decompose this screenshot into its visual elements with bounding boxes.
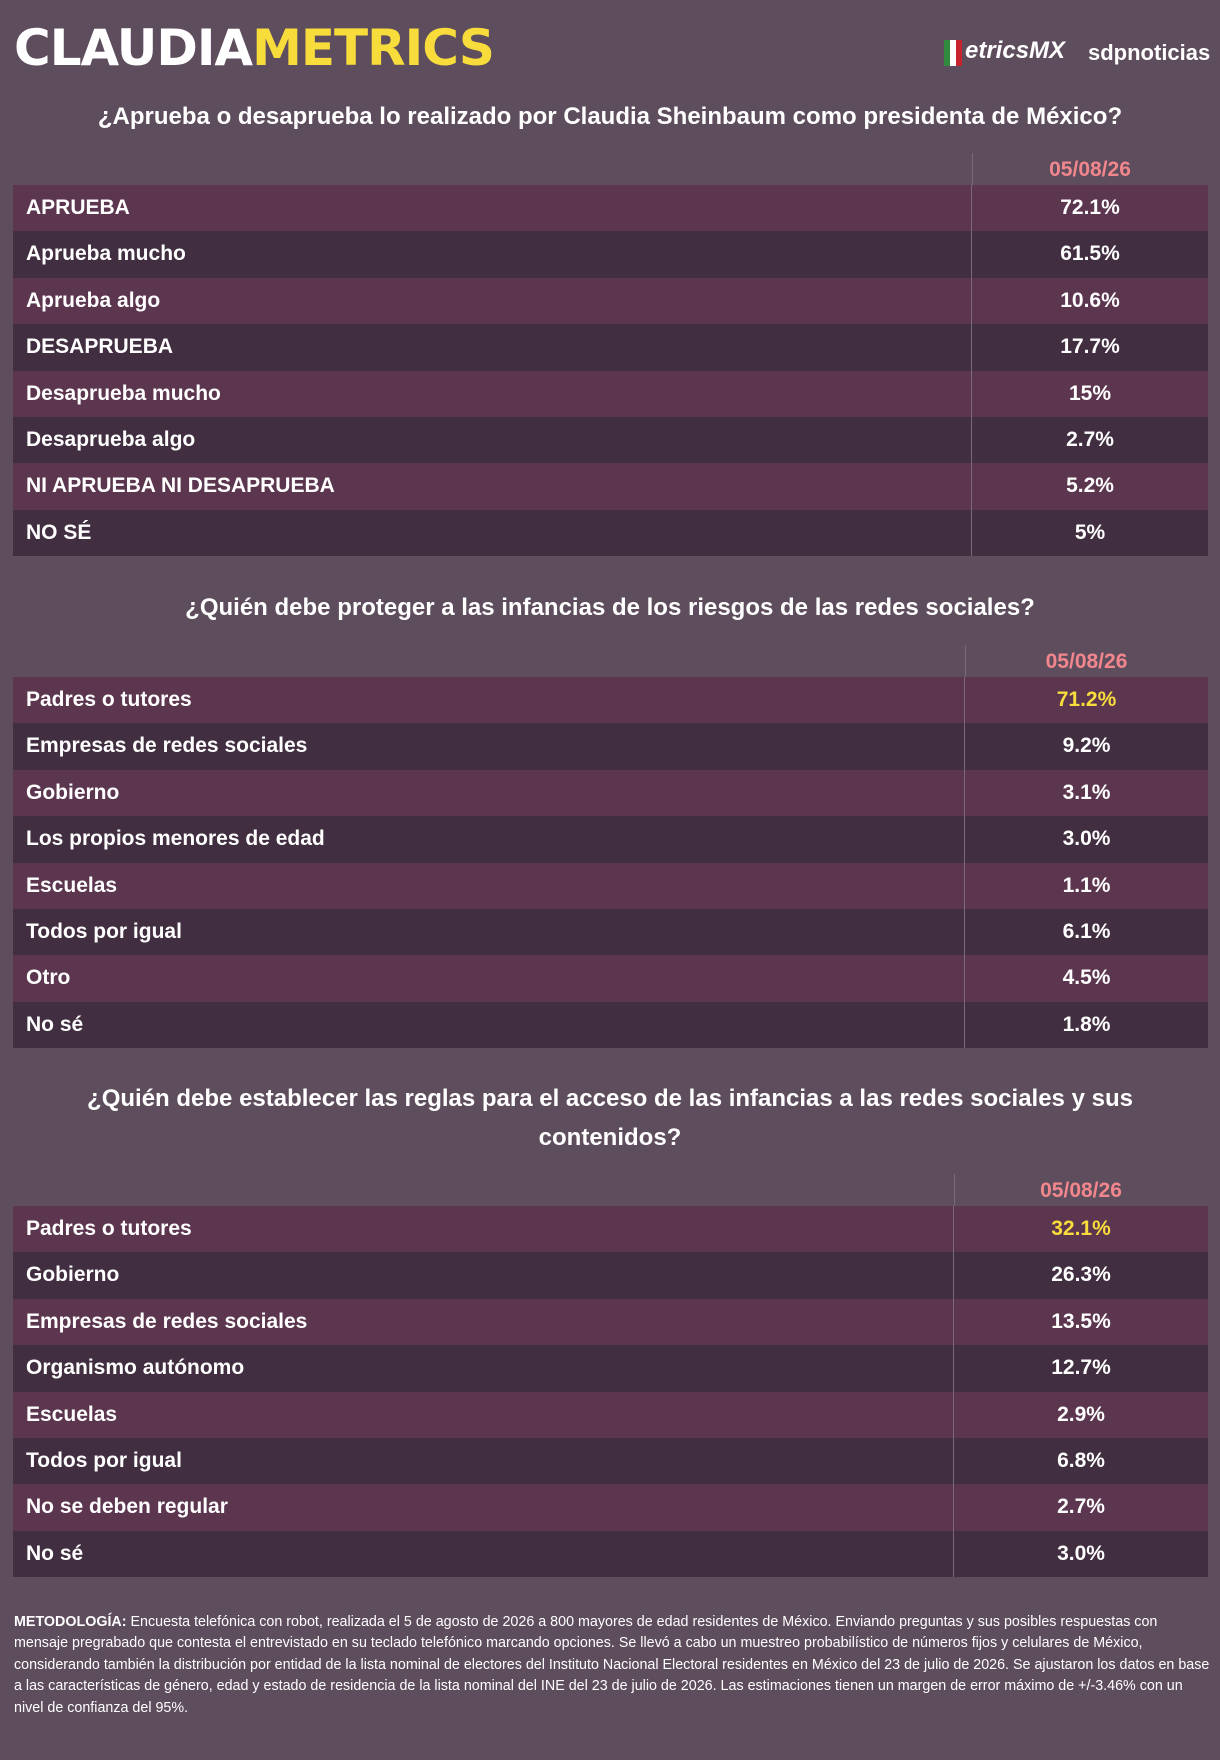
- row-label: Todos por igual: [13, 1438, 954, 1484]
- table-row: [13, 185, 1208, 231]
- sdpnoticias-logo: sdpnoticias: [1088, 40, 1211, 65]
- row-label: DESAPRUEBA: [13, 324, 972, 370]
- row-value: 32.1%: [1051, 1217, 1111, 1240]
- date-header: [13, 645, 1208, 677]
- question-3: [40, 1079, 1180, 1157]
- row-value: 72.1%: [1060, 196, 1120, 219]
- results-table-3: [13, 1174, 1208, 1577]
- table-row: [13, 1484, 1208, 1530]
- methodology-heading: METODOLOGÍA:: [14, 1614, 127, 1630]
- table-row: [13, 371, 1208, 417]
- row-value: 2.7%: [1057, 1495, 1105, 1519]
- table-row: [13, 1206, 1208, 1252]
- row-label: No sé: [13, 1002, 965, 1048]
- survey-date: 05/08/26: [1049, 158, 1131, 181]
- metricsmx-logo: [944, 36, 1065, 66]
- table-row: [13, 1002, 1208, 1048]
- table-row: [13, 1531, 1208, 1577]
- row-value: 13.5%: [1051, 1309, 1111, 1333]
- row-label: Gobierno: [13, 770, 965, 816]
- row-label: Padres o tutores: [13, 1206, 954, 1252]
- table-row: [13, 909, 1208, 955]
- row-value: 26.3%: [1051, 1263, 1111, 1287]
- row-value: 15%: [1068, 381, 1112, 405]
- row-label: Escuelas: [13, 1392, 954, 1438]
- table-row: [13, 1392, 1208, 1438]
- table-row: [13, 816, 1208, 862]
- row-label: Organismo autónomo: [13, 1345, 954, 1391]
- row-label: NO SÉ: [13, 510, 972, 556]
- survey-date: 05/08/26: [1045, 650, 1128, 673]
- table-row: [13, 863, 1208, 909]
- row-label: Desaprueba mucho: [13, 371, 972, 417]
- row-label: Padres o tutores: [13, 677, 965, 723]
- brand-logo: [14, 20, 494, 76]
- results-table-1: [13, 153, 1208, 556]
- row-value: 2.9%: [1057, 1402, 1105, 1426]
- row-value: 9.2%: [1062, 734, 1111, 758]
- question-2: ¿Quién debe proteger a las infancias de los riesgos de las redes sociales?: [185, 594, 1035, 621]
- row-value: 1.1%: [1062, 873, 1111, 897]
- table-row: [13, 278, 1208, 324]
- table-row: [13, 1252, 1208, 1298]
- row-value: 5.2%: [1066, 474, 1114, 498]
- table-row: [13, 770, 1208, 816]
- row-value: 6.1%: [1062, 919, 1111, 943]
- table-row: [13, 510, 1208, 556]
- row-label: Los propios menores de edad: [13, 816, 965, 862]
- brand-part2: METRICS: [252, 19, 494, 77]
- row-label: Escuelas: [13, 863, 965, 909]
- survey-date: 05/08/26: [1040, 1179, 1122, 1202]
- row-label: NI APRUEBA NI DESAPRUEBA: [13, 463, 972, 509]
- row-label: Empresas de redes sociales: [13, 723, 965, 769]
- results-table-2: [13, 645, 1208, 1048]
- table-row: [13, 1438, 1208, 1484]
- table-row: [13, 677, 1208, 723]
- row-value: 12.7%: [1051, 1356, 1111, 1380]
- row-value: 6.8%: [1057, 1448, 1105, 1472]
- row-label: Aprueba algo: [13, 278, 972, 324]
- row-value: 5%: [1074, 520, 1106, 544]
- row-value: 10.6%: [1060, 288, 1120, 312]
- brand-part1: CLAUDIA: [14, 19, 253, 77]
- row-value: 3.0%: [1062, 827, 1111, 851]
- row-label: Todos por igual: [13, 909, 965, 955]
- row-label: APRUEBA: [13, 185, 972, 231]
- table-row: [13, 463, 1208, 509]
- table-row: [13, 417, 1208, 463]
- row-label: Aprueba mucho: [13, 231, 972, 277]
- question-3-line1: ¿Quién debe establecer las reglas para el acceso de las infancias a las redes sociales y sus: [87, 1085, 1133, 1112]
- header: [0, 0, 1220, 95]
- row-label: No se deben regular: [13, 1484, 954, 1530]
- date-header: [13, 153, 1208, 185]
- methodology-text: Encuesta telefónica con robot, realizada el 5 de agosto de 2026 a 800 mayores de edad residentes de México. Enviando preguntas y sus posibles respuestas con mensaje pregrabado que contesta el entrevistado en su teclado telefónico marcando opciones. Se llevó a cabo un muestreo probabilístico de números fijos y celulares de México, considerando también la distribución por entidad de la lista nominal de electores del Instituto Nacional Electoral residentes en México del 23 de julio de 2026. Se ajustaron los datos en base a las características de género, edad y estado de residencia de la lista nominal del INE del 23 de julio de 2026. Las estimaciones tienen un margen de error máximo de +/-3.46% con un nivel de confianza del 95%.: [14, 1614, 1210, 1716]
- table-row: [13, 1299, 1208, 1345]
- row-label: Gobierno: [13, 1252, 954, 1298]
- mexico-flag-icon: [944, 40, 962, 66]
- row-value: 61.5%: [1060, 242, 1120, 266]
- row-value: 3.1%: [1062, 780, 1111, 804]
- row-value: 4.5%: [1062, 966, 1111, 990]
- row-label: No sé: [13, 1531, 954, 1577]
- row-value: 2.7%: [1066, 427, 1114, 451]
- question-1: ¿Aprueba o desaprueba lo realizado por Claudia Sheinbaum como presidenta de México?: [97, 103, 1123, 130]
- row-label: Otro: [13, 955, 965, 1001]
- table-row: [13, 723, 1208, 769]
- row-label: Empresas de redes sociales: [13, 1299, 954, 1345]
- date-header: [13, 1174, 1208, 1206]
- question-3-line2: contenidos?: [538, 1124, 682, 1151]
- row-value: 71.2%: [1056, 688, 1117, 711]
- table-row: [13, 955, 1208, 1001]
- table-row: [13, 1345, 1208, 1391]
- metricsmx-text: etricsMX: [965, 37, 1066, 64]
- methodology-note: [14, 1612, 1210, 1719]
- table-row: [13, 324, 1208, 370]
- row-label: Desaprueba algo: [13, 417, 972, 463]
- table-row: [13, 231, 1208, 277]
- row-value: 17.7%: [1060, 335, 1120, 359]
- row-value: 1.8%: [1062, 1012, 1111, 1036]
- row-value: 3.0%: [1057, 1541, 1105, 1565]
